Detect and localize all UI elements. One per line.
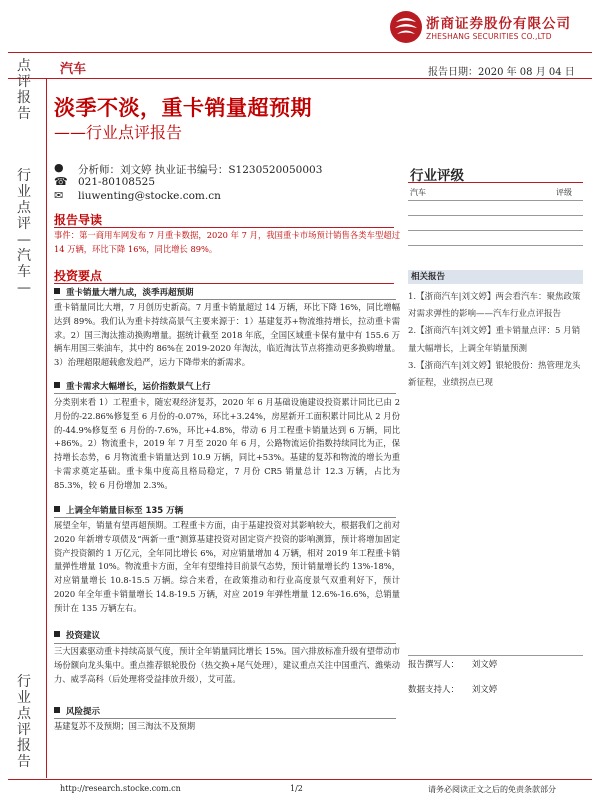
- point-text: 分类别来看 1）工程重卡，随宏观经济复苏，2020 年 6 月基础设施建设投资累计同比已由 2 月份的-22.86%修复至 6 月份的-0.07%，环比+3.24%，房屋新开工面积累计同比从 2 月份的-44.9%修复至 6 月份的-7.6%，环比+4.8%，带动 6 月工程重卡销量达到 6 万辆，同比+86%。2）物流重卡，2019 年 7 月至 2020 年 6 月，公路物流运价指数持续同比为正，保持增长态势，6 月物流重卡销量达到 10.9 万辆，同比+53%。基建的复苏和物流的增长为重卡需求奠定基础。重卡集中度高且格局稳定，7 月份 CR5 销量总计 12.3 万辆，占比为 85.3%，较 6 月份增加 2.3%。: [54, 397, 400, 490]
- related-report-item[interactable]: 3.【浙商汽车|刘文婷】银轮股份：热管理龙头新征程，业绩拐点已现: [408, 360, 581, 389]
- data-supporter: 数据支持人： 刘文婷: [408, 685, 498, 695]
- rating-value: 评级: [556, 188, 572, 197]
- author-name: 分析师：刘文婷 执业证书编号：S1230520050003: [78, 164, 323, 176]
- related-report-item[interactable]: 1.【浙商汽车|刘文婷】两会看汽车：聚焦政策对需求弹性的影响——汽车行业点评报告: [408, 292, 581, 320]
- point-divider: [54, 299, 396, 300]
- related-report-item[interactable]: 2.【浙商汽车|刘文婷】重卡销量点评：5 月销量大幅增长，上调全年销量预测: [408, 326, 581, 354]
- author-email[interactable]: liuwenting@stocke.com.cn: [78, 190, 221, 202]
- email-icon: ✉: [54, 189, 64, 202]
- rating-row-line: [408, 230, 583, 231]
- rating-row-line: [408, 245, 583, 246]
- side-label-middle: 行业点评—汽车—: [17, 168, 31, 296]
- rating-row-line: [408, 215, 583, 216]
- footer-divider: [8, 779, 592, 780]
- report-title: 淡季不淡，重卡销量超预期: [54, 96, 312, 120]
- header-divider-lower: [8, 78, 592, 79]
- side-label-top: 点评报告: [17, 58, 31, 122]
- rating-category: 汽车: [410, 188, 426, 197]
- page-number: 1/2: [290, 784, 303, 793]
- header-divider: [8, 52, 592, 53]
- industry-label: 汽车: [60, 62, 87, 77]
- side-label-bottom: 行业点评报告: [17, 674, 31, 770]
- point-text: 展望全年，销量有望再超预期。工程重卡方面，由于基建投资对其影响较大，根据我们之前对 2020 年新增专项债及“两新一重”测算基建投资对固定资产投资的影响测算，预计将增加固定资产投资额约 1 万亿元，全年同比增长 6%，对应销量增加 4 万辆，相对 2019 年工程重卡销量弹性增量 10%。物流重卡方面，全年有望维持目前景气态势，预计销量增长约 13%-18%，对应销量增长 10.8-15.5 万辆。综合来看，在政策推动和行业高度景气双重利好下，预计 2020 年全年重卡销量增长 14.8-19.5 万辆，对应 2019 年弹性增量 12.6%-16.6%，总销量预计在 135 万辆左右。: [54, 520, 400, 613]
- brand-name-cn: 浙商证券股份有限公司: [426, 16, 571, 32]
- point-text: 基建复苏不及预期；国三淘汰不及预期: [54, 721, 196, 731]
- square-bullet-icon: [54, 382, 60, 388]
- point-text: 三大因素驱动重卡持续高景气度，预计全年销量同比增长 15%。国六排放标准升级有望带动市场份额向龙头集中。重点推荐银轮股份（热交换+尾气处理），建议重点关注中国重汽、潍柴动力、威孚高科（后处理将受益排放升级），艾可蓝。: [54, 646, 400, 684]
- report-subtitle: ——行业点评报告: [54, 123, 183, 142]
- author-phone: 021-80108525: [78, 176, 156, 188]
- point-divider: [54, 393, 396, 394]
- point-divider: [54, 517, 396, 518]
- guide-divider: [54, 227, 394, 228]
- point-divider: [54, 718, 396, 719]
- report-writer: 报告撰写人： 刘文婷: [408, 660, 498, 670]
- rating-heading: 行业评级: [410, 168, 464, 184]
- guide-heading: 报告导读: [54, 213, 103, 227]
- square-bullet-icon: [54, 288, 60, 294]
- points-heading: 投资要点: [54, 269, 103, 283]
- square-bullet-icon: [54, 631, 60, 637]
- side-divider: [46, 78, 47, 778]
- square-bullet-icon: [54, 506, 60, 512]
- analyst-divider: [408, 655, 583, 656]
- phone-icon: ☎: [54, 175, 68, 188]
- rating-row-line: [408, 200, 583, 201]
- related-reports-heading: 相关报告: [408, 270, 583, 284]
- points-divider: [54, 283, 394, 284]
- point-divider: [54, 643, 396, 644]
- rating-divider: [408, 182, 583, 183]
- point-text: 重卡销量同比大增，7 月创历史新高。7 月重卡销量超过 14 万辆，环比下降 16%，同比增幅达到 89%。我们认为重卡持续高景气主要来源于：1）基建复苏+物流维持增长，拉动重卡需求。2）国三淘汰推动换购增量。据统计截至 2018 年底，全国区域重卡保有量中有 155.6 万辆车用国三柴油车，其中约 86%在 2019-2020 年淘汰，临近淘汰节点将推动更多换购增量。3）治理超限超载愈发趋严，运力下降带来的新需求。: [54, 302, 400, 368]
- square-bullet-icon: [54, 707, 60, 713]
- person-icon: ●: [54, 161, 64, 174]
- footer-url[interactable]: http://research.stocke.com.cn: [60, 784, 181, 793]
- footer-disclaimer: 请务必阅读正文之后的免责条款部分: [428, 785, 556, 794]
- company-logo: [388, 9, 424, 45]
- related-reports-list: [408, 289, 583, 392]
- report-date: 报告日期：2020 年 08 月 04 日: [428, 67, 575, 78]
- brand-name-en: ZHESHANG SECURITIES CO.,LTD: [426, 32, 552, 41]
- guide-text: 事件：第一商用车网发布 7 月重卡数据，2020 年 7 月，我国重卡市场预计销售各类车型超过 14 万辆，环比下降 16%，同比增长 89%。: [54, 230, 400, 254]
